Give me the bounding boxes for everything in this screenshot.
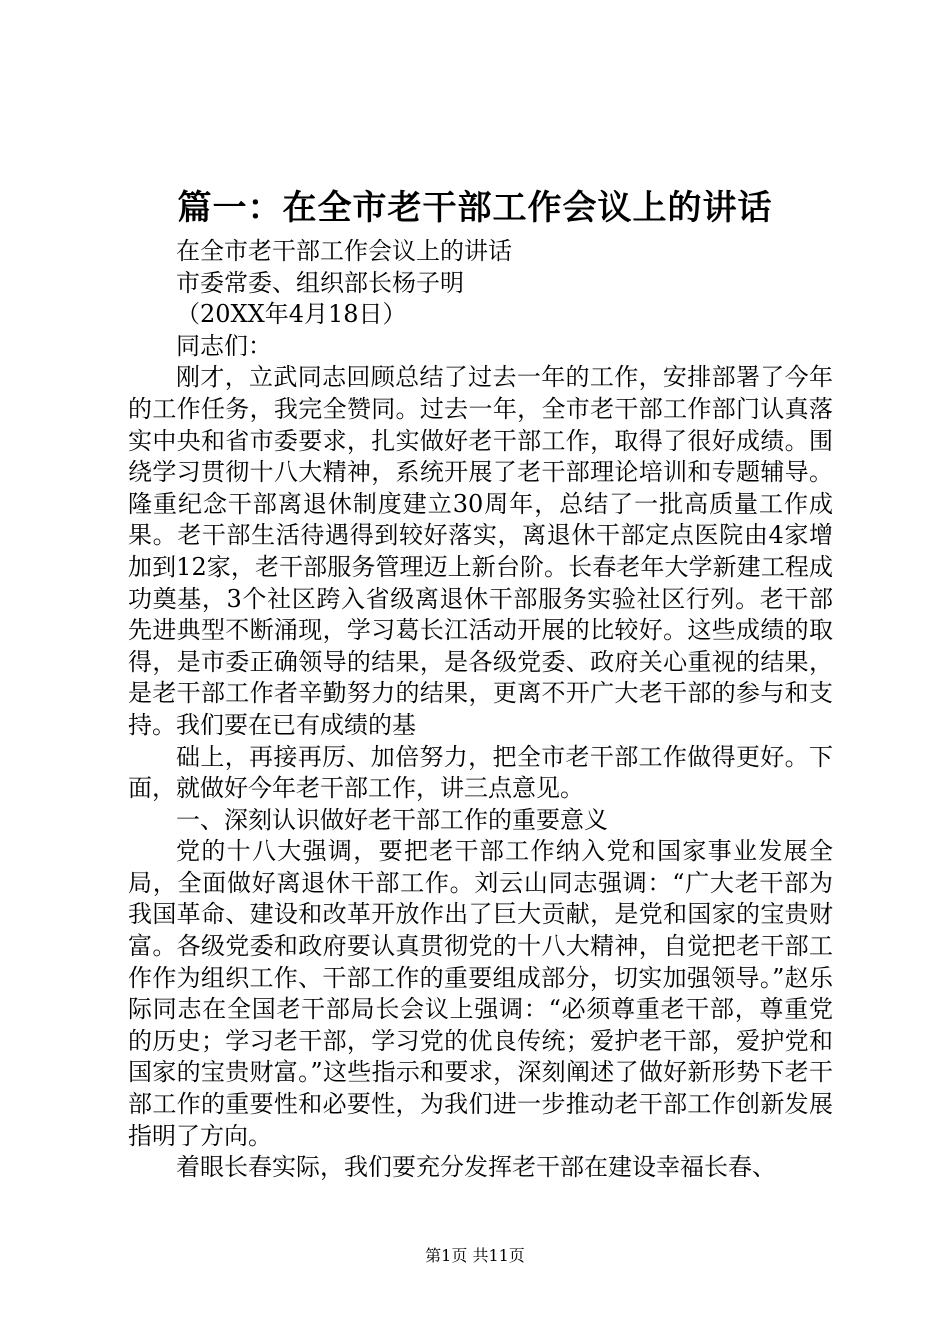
body-paragraph: 党的十八大强调，要把老干部工作纳入党和国家事业发展全局，全面做好离退休干部工作。刘云山同志强调：“广大老干部为我国革命、建设和改革开放作出了巨大贡献，是党和国家的宝贵财富。各级党委和政府要认真贯彻党的十八大精神，自觉把老干部工作作为组织工作、干部工作的重要组成部分，切实加强领导。”赵乐际同志在全国老干部局长会议上强调：“必须尊重老干部，尊重党的历史；学习老干部，学习党的优良传统；爱护老干部，爱护党和国家的宝贵财富。”这些指示和要求，深刻阐述了做好新形势下老干部工作的重要性和必要性，为我们进一步推动老干部工作创新发展指明了方向。: [128, 837, 833, 1150]
document-body: [128, 236, 833, 1184]
page-number-footer: 第1页 共11页: [425, 1246, 525, 1265]
salutation-line: 同志们：: [176, 331, 272, 360]
body-paragraph: 着眼长春实际，我们要充分发挥老干部在建设幸福长春、: [176, 1153, 776, 1182]
speaker-line: 市委常委、组织部长杨子明: [176, 268, 464, 297]
body-paragraph: 刚才，立武同志回顾总结了过去一年的工作，安排部署了今年的工作任务，我完全赞同。过去一年，全市老干部工作部门认真落实中央和省市委要求，扎实做好老干部工作，取得了很好成绩。围绕学习贯彻十八大精神，系统开展了老干部理论培训和专题辅导。隆重纪念干部离退休制度建立30周年，总结了一批高质量工作成果。老干部生活待遇得到较好落实，离退休干部定点医院由4家增加到12家，老干部服务管理迈上新台阶。长春老年大学新建工程成功奠基，3个社区跨入省级离退休干部服务实验社区行列。老干部先进典型不断涌现，学习葛长江活动开展的比较好。这些成绩的取得，是市委正确领导的结果，是各级党委、政府关心重视的结果，是老干部工作者辛勤努力的结果，更离不开广大老干部的参与和支持。我们要在已有成绩的基: [128, 363, 833, 739]
body-paragraph: 础上，再接再厉、加倍努力，把全市老干部工作做得更好。下面，就做好今年老干部工作，讲三点意见。: [128, 742, 833, 803]
date-line: （20XX年4月18日）: [176, 300, 407, 329]
section-heading: 一、深刻认识做好老干部工作的重要意义: [176, 805, 608, 834]
document-title: 篇一：在全市老干部工作会议上的讲话: [177, 188, 773, 228]
speech-title-line: 在全市老干部工作会议上的讲话: [176, 237, 512, 265]
